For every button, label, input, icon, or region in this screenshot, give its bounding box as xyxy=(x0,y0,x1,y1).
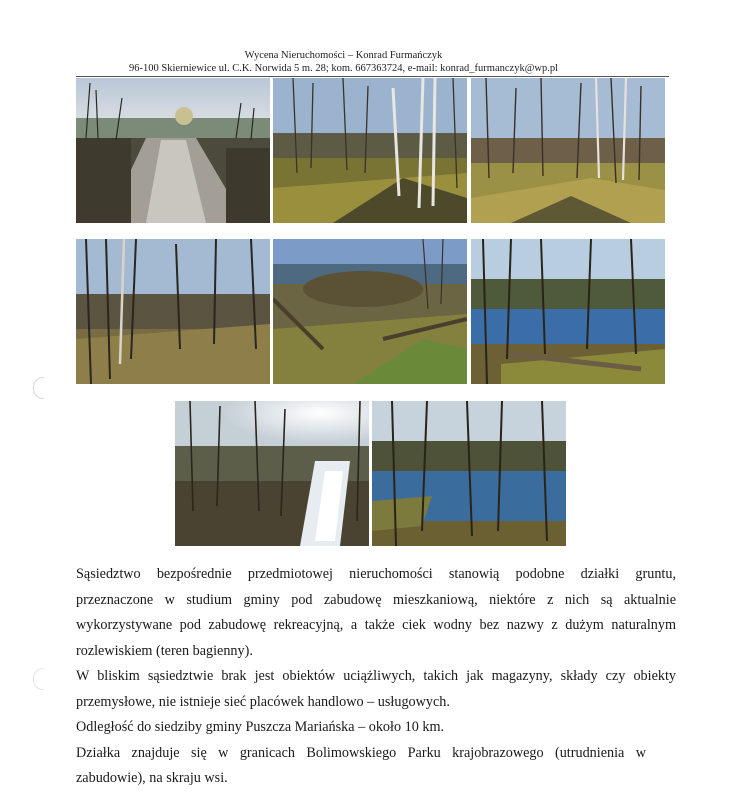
photo-marsh-water xyxy=(471,239,665,384)
scan-hole-mark xyxy=(33,668,44,690)
photo-mossy-mound xyxy=(273,239,467,384)
description-text xyxy=(76,562,676,792)
scan-hole-mark xyxy=(33,377,44,399)
photo-flooded-woods xyxy=(372,401,566,546)
photo-forest-edge xyxy=(76,239,270,384)
photo-sunlit-stream xyxy=(175,401,369,546)
photo-birch-meadow xyxy=(273,78,467,223)
header-address: 96-100 Skierniewice ul. C.K. Norwida 5 m. 28; kom. 667363724, e-mail: konrad_furmanczyk@wp.pl xyxy=(128,63,558,74)
paragraph-line: Odległość do siedziby gminy Puszcza Mariańska – około 10 km. xyxy=(76,719,445,735)
header-title: Wycena Nieruchomości – Konrad Furmańczyk xyxy=(244,50,443,61)
paragraph-line: przeznaczone w studium gminy pod zabudowę mieszkaniową, niektóre z nich są aktualnie xyxy=(76,591,676,608)
paragraph-line: Sąsiedztwo bezpośrednie przedmiotowej nieruchomości stanowią podobne działki gruntu, xyxy=(76,566,676,582)
paragraph-line: wykorzystywane pod zabudowę rekreacyjną, a także ciek wodny bez nazwy z dużym naturalnym xyxy=(76,617,676,633)
paragraph-line: zabudowie), na skraju wsi. xyxy=(76,770,228,786)
document-header xyxy=(76,49,611,75)
paragraph-line: rozlewiskiem (teren bagienny). xyxy=(76,642,253,659)
photo-meadow-trees xyxy=(471,78,665,223)
header-rule xyxy=(76,76,669,77)
photo-dirt-road xyxy=(76,78,270,223)
paragraph-line: Działka znajduje się w granicach Bolimowskiego Parku krajobrazowego (utrudnienia w xyxy=(76,744,646,761)
paragraph-line: przemysłowe, nie istnieje sieć placówek handlowo – usługowych. xyxy=(76,693,450,710)
paragraph-line: W bliskim sąsiedztwie brak jest obiektów uciążliwych, takich jak magazyny, składy czy obiekty xyxy=(76,668,676,684)
